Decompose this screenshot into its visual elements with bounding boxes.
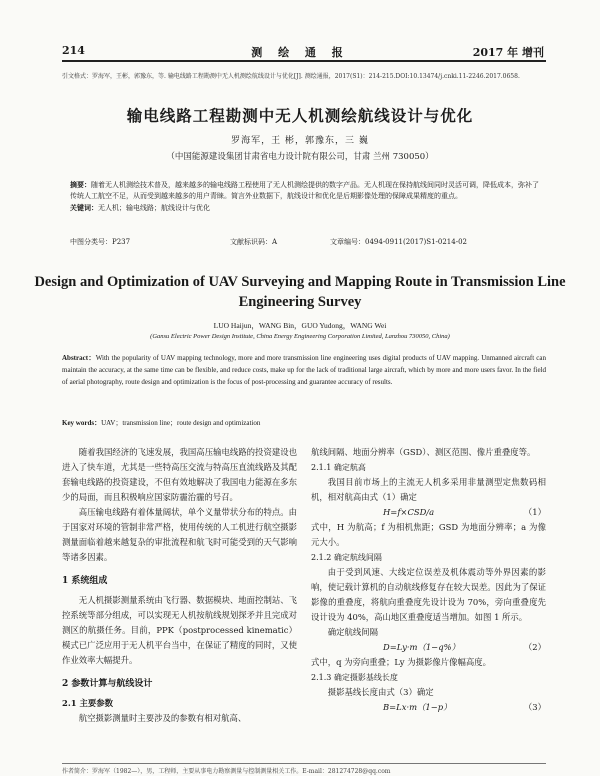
equation-1-explanation: 式中，H 为航高；f 为相机焦距；GSD 为地面分辨率；a 为像元大小。 — [311, 522, 546, 547]
keywords-cn-label: 关键词： — [70, 203, 98, 212]
authors-cn: 罗海军，王 彬，郭豫东，三 巍 — [231, 136, 369, 146]
equation-1-number: （1） — [523, 507, 546, 517]
abstract-cn — [70, 179, 540, 214]
equation-3 — [311, 700, 546, 715]
body-right-column — [311, 445, 546, 715]
keywords-en-text: UAV；transmission line；route design and optimization — [101, 419, 261, 427]
keywords-en-label: Key words： — [62, 419, 102, 427]
subsection-heading-2-1: 2.1 主要参数 — [62, 698, 113, 708]
affiliation-en: (Gansu Electric Power Design Institute, China Energy Engineering Corporation Limited, Lanzhou 730050, China) — [150, 333, 450, 340]
author-footnote: 作者简介：罗海军（1982—），男，工程师，主要从事电力勘察测量与控制测量相关工作。E-mail：281274728@qq.com — [62, 768, 391, 775]
equation-1 — [311, 505, 546, 520]
citation-format: 引文格式：罗海军，王彬，郭豫东，等. 输电线路工程勘测中无人机测绘航线设计与优化[J]. 测绘通报，2017(S1)：214-215.DOI:10.13474/j.cnki.11-2246.2017.0658. — [62, 73, 520, 80]
abstract-cn-label: 摘要： — [70, 180, 91, 189]
abstract-cn-text: 随着无人机测绘技术普及，越来越多的输电线路工程使用了无人机测绘提供的数字产品。无人机现在保持航线间同时灵活可调，降低成本，弥补了传统人工航空不足，从而受到越来越多的用户青睐。简言外业数据下，航线设计和优化是后期影像处理的保障成果精度的重点。 — [70, 181, 539, 200]
subsection-heading-2-1-3: 2.1.3 确定摄影基线长度 — [311, 673, 398, 682]
section-heading-1: 1 系统组成 — [62, 576, 108, 586]
parameters-paragraph: 航空摄影测量时主要涉及的参数有相对航高、 — [78, 713, 247, 723]
footnote-rule — [62, 763, 546, 764]
subsection-heading-2-1-1: 2.1.1 确定航高 — [311, 463, 366, 472]
interval-intro: 确定航线间隔 — [327, 627, 379, 637]
header-rule — [62, 60, 546, 62]
equation-2-formula: D=Ly·m（1−q%） — [383, 642, 460, 652]
altitude-paragraph: 我国目前市场上的主流无人机多采用非量测型定焦数码相机，相对航高由式（1）确定 — [311, 477, 546, 502]
affiliation-cn: （中国能源建设集团甘肃省电力设计院有限公司，甘肃 兰州 730050） — [166, 152, 434, 162]
abstract-en-text: With the popularity of UAV mapping technology, more and more transmission line engineering uses digital products of UAV mapping. Unmanned aircraft can maintain the accuracy, at the same time can be flexible, and reduce costs, make up for the lack of traditional large aircraft, which by more and more users favor. In the field of aerial photography, route design and optimization is the focus of post-processing and guarantee accuracy of results. — [62, 354, 546, 386]
equation-2 — [311, 640, 546, 655]
article-number: 文章编号：0494-0911(2017)S1-0214-02 — [330, 238, 467, 246]
title-cn: 输电线路工程勘测中无人机测绘航线设计与优化 — [126, 106, 474, 125]
section-heading-2: 2 参数计算与航线设计 — [62, 679, 153, 689]
system-paragraph: 无人机摄影测量系统由飞行器、数据模块、地面控制站、飞控系统等部分组成，可以实现无人机按航线规划探矛并且完成对测区的航摄任务。目前，PPK（postprocessed kinematic）模式已广泛应用于无人机平台当中，在保证了精度的同时，又使作业效率大幅提升。 — [62, 595, 297, 665]
abstract-en-label: Abstract： — [62, 354, 96, 362]
baseline-intro: 摄影基线长度由式（3）确定 — [327, 687, 434, 697]
equation-3-number: （3） — [523, 702, 546, 712]
equation-2-explanation: 式中，q 为旁向重叠；Ly 为摄影像片像幅高度。 — [311, 657, 491, 667]
document-code: 文献标识码：A — [230, 238, 278, 246]
equation-3-formula: B=Lx·m（1−p） — [383, 702, 452, 712]
issue-label: 2017 年 增刊 — [472, 46, 544, 59]
clc-number: 中图分类号：P237 — [70, 238, 131, 246]
interval-paragraph: 由于受到风速、大线定位误差及机体震动等外界因素的影响，使记载计算机的自动航线修复存在较大误差。因此为了保证影像的重叠度，将航向重叠度先设计设为 70%，旁向重叠度先设计设为 40%，高山地区重叠度适当增加。如图 1 所示。 — [311, 567, 546, 622]
keywords-cn-text: 无人机；输电线路；航线设计与优化 — [98, 204, 210, 212]
keywords-en — [62, 418, 546, 428]
title-en: Design and Optimization of UAV Surveying and Mapping Route in Transmission Line Engineering Survey — [34, 274, 566, 310]
subsection-heading-2-1-2: 2.1.2 确定航线间隔 — [311, 553, 382, 562]
parameters-continued: 航线间隔、地面分辨率（GSD）、测区范围、像片重叠度等。 — [311, 447, 536, 457]
page-number: 214 — [62, 44, 85, 57]
intro-paragraph-1: 随着我国经济的飞速发展，我国高压输电线路的投资建设也进入了快车道，尤其是一些特高压交流与特高压直流线路及其配套输电线路的投资建设，不但有效地解决了我国电力能源在多东少的局面，而且积极响应国家防霾治霾的号召。 — [62, 447, 297, 502]
body-left-column — [62, 445, 297, 726]
equation-2-number: （2） — [523, 642, 546, 652]
equation-1-formula: H=f×CSD/a — [383, 507, 435, 517]
intro-paragraph-2: 高压输电线路有着体量阔状，单个义量带状分布的特点。由于国家对环境的管制非常严格，使用传统的人工机进行航空摄影测量面临着越来越复杂的审批流程和航飞时可能受到的天气影响等诸多因素。 — [62, 507, 297, 562]
abstract-en — [62, 352, 546, 388]
authors-en: LUO Haijun，WANG Bin，GUO Yudong，WANG Wei — [213, 321, 387, 330]
journal-name: 测 绘 通 报 — [251, 46, 349, 59]
